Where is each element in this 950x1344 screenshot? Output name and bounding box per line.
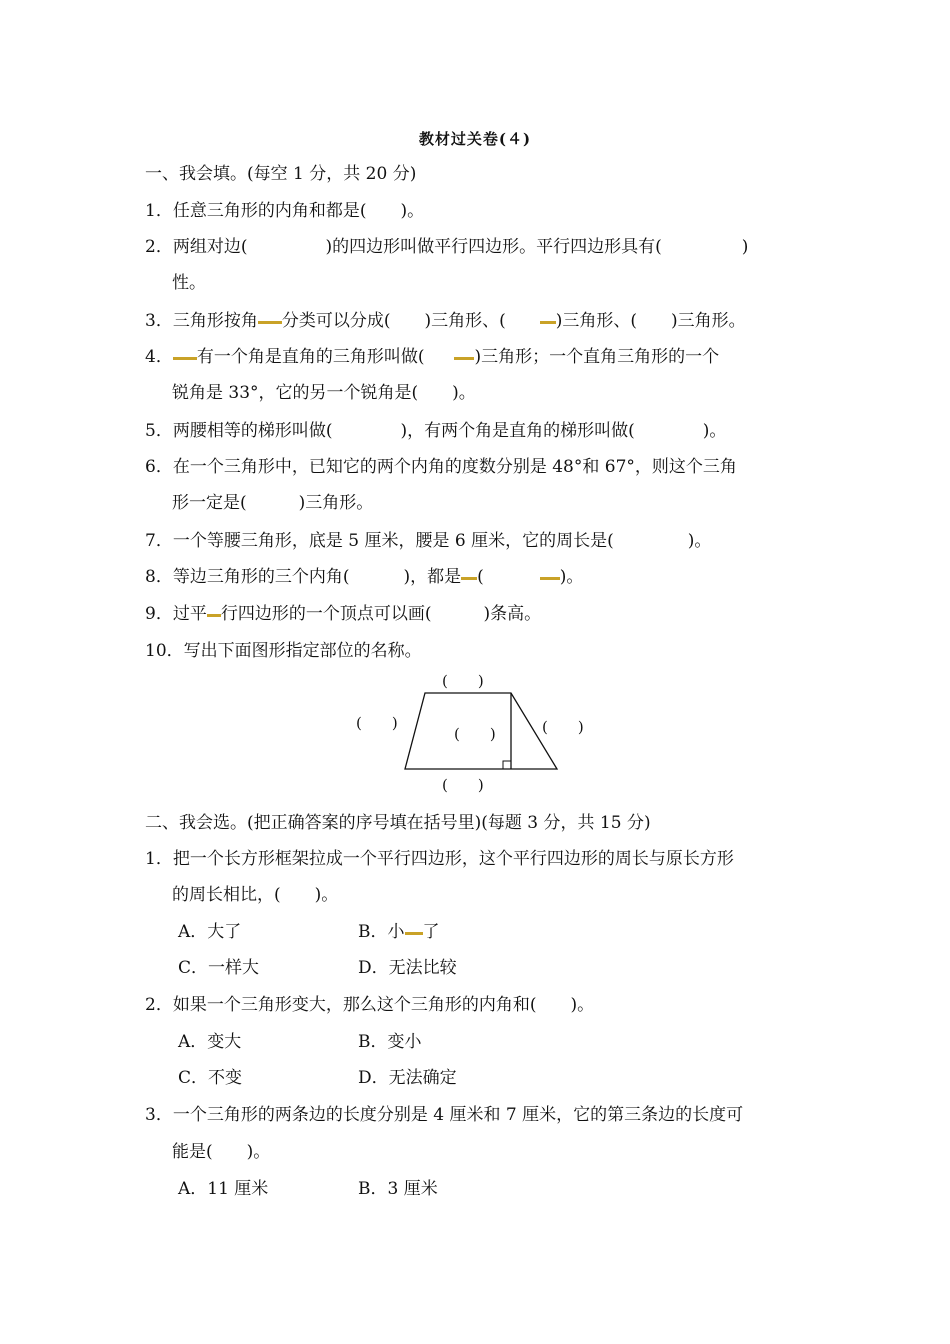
question-1-6: 6．在一个三角形中，已知它的两个内角的度数分别是 48°和 67°，则这个三角 <box>145 457 737 477</box>
option-a[interactable]: A．变大 <box>178 1032 242 1052</box>
question-1-6-line2: 形一定是( )三角形。 <box>172 493 374 513</box>
highlight-mark <box>258 321 282 324</box>
question-2-1-line2: 的周长相比，( )。 <box>172 885 339 905</box>
question-1-3: 3．三角形按角 分类可以分成( )三角形、( )三角形、( )三角形。 <box>145 311 746 331</box>
label-height: ( ) <box>454 725 496 743</box>
question-1-5: 5．两腰相等的梯形叫做( )，有两个角是直角的梯形叫做( )。 <box>145 421 727 441</box>
option-a[interactable]: A．11 厘米 <box>178 1179 269 1199</box>
question-2-2: 2．如果一个三角形变大，那么这个三角形的内角和( )。 <box>145 995 595 1015</box>
label-bottom-base: ( ) <box>442 776 484 794</box>
option-b[interactable]: B．变小 <box>358 1032 422 1052</box>
page-title: 教材过关卷(４) <box>418 130 532 148</box>
question-2-3-line2: 能是( )。 <box>172 1142 271 1162</box>
q-text: 任意三角形的内角和都是( <box>172 201 367 221</box>
section1-heading: 一、我会填。(每空 1 分，共 20 分) <box>145 164 417 184</box>
highlight-mark <box>540 577 560 580</box>
option-b[interactable]: B．3 厘米 <box>358 1179 438 1199</box>
option-c[interactable]: C．不变 <box>178 1068 243 1088</box>
q-number: 1． <box>145 201 173 221</box>
question-2-3: 3．一个三角形的两条边的长度分别是 4 厘米和 7 厘米，它的第三条边的长度可 <box>145 1105 744 1125</box>
trapezoid-figure <box>340 666 610 796</box>
right-angle-mark <box>503 761 511 769</box>
question-1-4-line2: 锐角是 33°，它的另一个锐角是( )。 <box>172 383 476 403</box>
question-1-10: 10．写出下面图形指定部位的名称。 <box>145 641 422 661</box>
highlight-mark <box>405 932 423 935</box>
label-top-base: ( ) <box>442 672 484 690</box>
option-c[interactable]: C．一样大 <box>178 958 260 978</box>
question-1-9: 9．过平 行四边形的一个顶点可以画( )条高。 <box>145 604 542 624</box>
highlight-mark <box>540 321 556 324</box>
question-1-2: 2．两组对边( )的四边形叫做平行四边形。平行四边形具有( ) <box>145 237 749 257</box>
question-1-7: 7．一个等腰三角形，底是 5 厘米，腰是 6 厘米，它的周长是( )。 <box>145 531 712 551</box>
question-1-8: 8．等边三角形的三个内角( )，都是 ( )。 <box>145 567 584 587</box>
highlight-mark <box>173 357 197 360</box>
question-1-2-line2: 性。 <box>172 273 206 293</box>
option-b[interactable]: B．小 了 <box>358 922 440 942</box>
question-1-4: 4． 有一个角是直角的三角形叫做( )三角形；一个直角三角形的一个 <box>145 347 720 367</box>
highlight-mark <box>207 614 221 617</box>
option-d[interactable]: D．无法确定 <box>358 1068 457 1088</box>
label-right-leg: ( ) <box>542 718 584 736</box>
highlight-mark <box>461 577 477 580</box>
option-d[interactable]: D．无法比较 <box>358 958 457 978</box>
option-a[interactable]: A．大了 <box>178 922 242 942</box>
question-1-1: 1．任意三角形的内角和都是( )。 <box>145 201 425 221</box>
highlight-mark <box>454 357 474 360</box>
section2-heading: 二、我会选。(把正确答案的序号填在括号里)(每题 3 分，共 15 分) <box>145 813 651 833</box>
question-2-1: 1．把一个长方形框架拉成一个平行四边形，这个平行四边形的周长与原长方形 <box>145 849 734 869</box>
label-left-leg: ( ) <box>356 714 398 732</box>
